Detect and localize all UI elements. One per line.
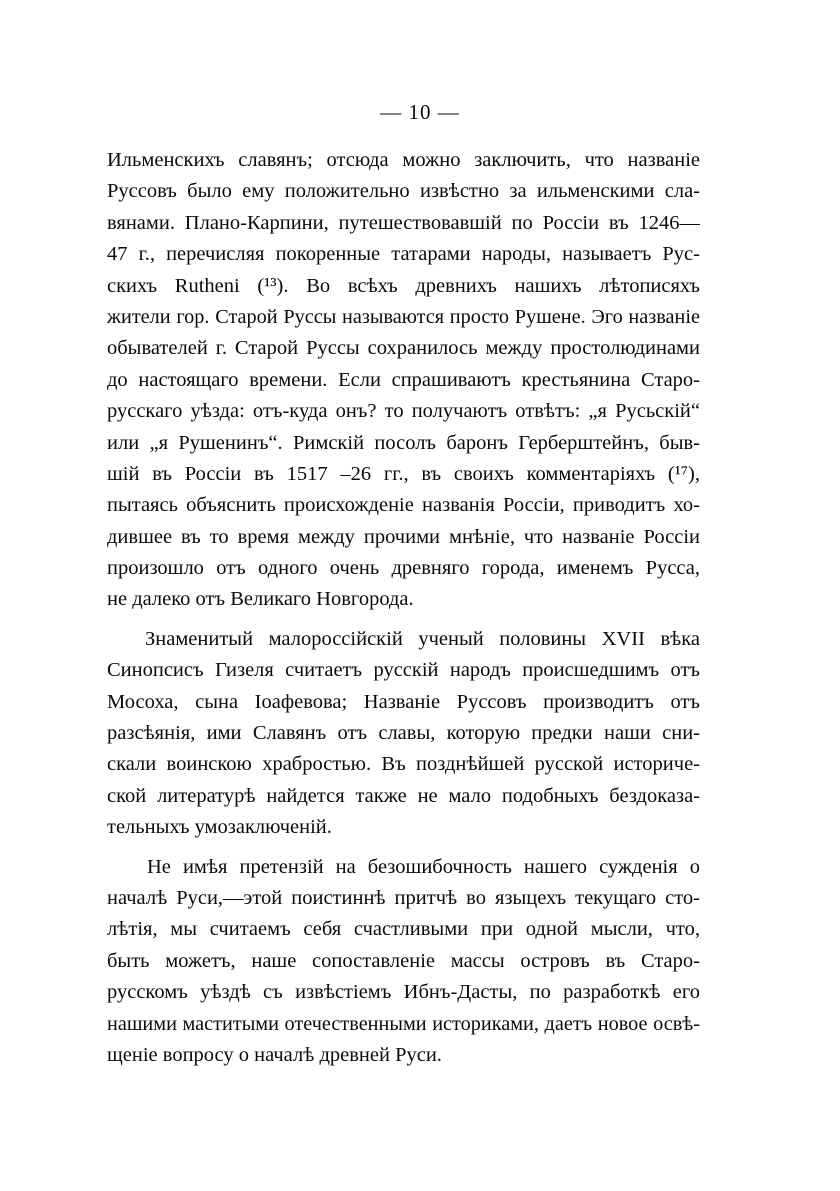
text-line: скали воинскою храбростью. Въ позднѣйшей русской историче- — [107, 753, 700, 776]
text-line: пытаясь объяснить происхожденіе названія Россіи, приводитъ хо- — [107, 494, 700, 517]
text-line: не далеко отъ Великаго Новгорода. — [107, 588, 414, 611]
paragraph-3 — [107, 852, 700, 1072]
text-line: обывателей г. Старой Руссы сохранилось между простолюдинами — [107, 337, 700, 360]
text-line: русскомъ уѣздѣ съ извѣстіемъ Ибнъ-Дасты, по разработкѣ его — [107, 981, 700, 1004]
text-line: тельныхъ умозаключеній. — [107, 816, 332, 839]
text-line: жители гор. Старой Руссы называются просто Рушене. Эго названіе — [107, 305, 700, 328]
text-line: Синопсисъ Гизеля считаетъ русскій народъ происшедшимъ отъ — [107, 659, 700, 682]
paragraph-1 — [107, 145, 700, 616]
page-number: — 10 — — [380, 100, 460, 124]
text-line: дившее въ то время между прочими мнѣніе, что названіе Россіи — [107, 525, 700, 548]
text-line: шій въ Россіи въ 1517 –26 гг., въ своихъ комментаріяхъ (¹⁷), — [107, 462, 700, 485]
text-line: Не имѣя претензій на безошибочность нашего сужденія о — [147, 855, 700, 878]
text-line: Ильменскихъ славянъ; отсюда можно заключить, что названіе — [107, 149, 700, 171]
text-line: скихъ Ruthеni (¹³). Во всѣхъ древнихъ нашихъ лѣтописяхъ — [107, 274, 700, 297]
text-line: вянами. Плано-Карпини, путешествовавшій по Россіи въ 1246— — [107, 211, 700, 234]
text-line: лѣтія, мы считаемъ себя счастливыми при одной мысли, что, — [107, 918, 700, 941]
text-line: разсѣянія, ими Славянъ отъ славы, которую предки наши сни- — [107, 722, 700, 745]
text-line: русскаго уѣзда: отъ-куда онъ? то получаютъ отвѣтъ: „я Русьскій“ — [107, 400, 700, 423]
text-line: Знаменитый малороссійскій ученый половины XVII вѣка — [145, 627, 700, 650]
paragraph-gap — [107, 616, 700, 624]
text-line: произошло отъ одного очень древняго города, именемъ Русса, — [107, 557, 700, 580]
text-line: 47 г., перечисляя покоренные татарами народы, называетъ Рус- — [107, 243, 700, 266]
text-line: нашими маститыми отечественными историками, даетъ новое освѣ- — [107, 1012, 700, 1035]
text-line: Мосоха, сына Іоафевова; Названіе Руссовъ производитъ отъ — [107, 690, 700, 713]
text-line: Руссовъ было ему положительно извѣстно за ильменскими сла- — [107, 180, 700, 203]
paragraph-2 — [107, 624, 700, 844]
text-line: до настоящаго времени. Если спрашиваютъ крестьянина Старо- — [107, 368, 700, 391]
body-text — [107, 145, 700, 1071]
paragraph-gap — [107, 844, 700, 852]
text-line: быть можетъ, наше сопоставленіе массы островъ въ Старо- — [107, 949, 700, 972]
text-line: началѣ Руси,—этой поистиннѣ притчѣ во языцехъ текущаго сто- — [107, 886, 700, 909]
text-line: ской литературѣ найдется также не мало подобныхъ бездоказа- — [107, 784, 700, 807]
text-line: или „я Рушенинъ“. Римскій посолъ баронъ Герберштейнъ, быв- — [107, 431, 700, 454]
text-line: щеніе вопросу о началѣ древней Руси. — [107, 1043, 442, 1066]
